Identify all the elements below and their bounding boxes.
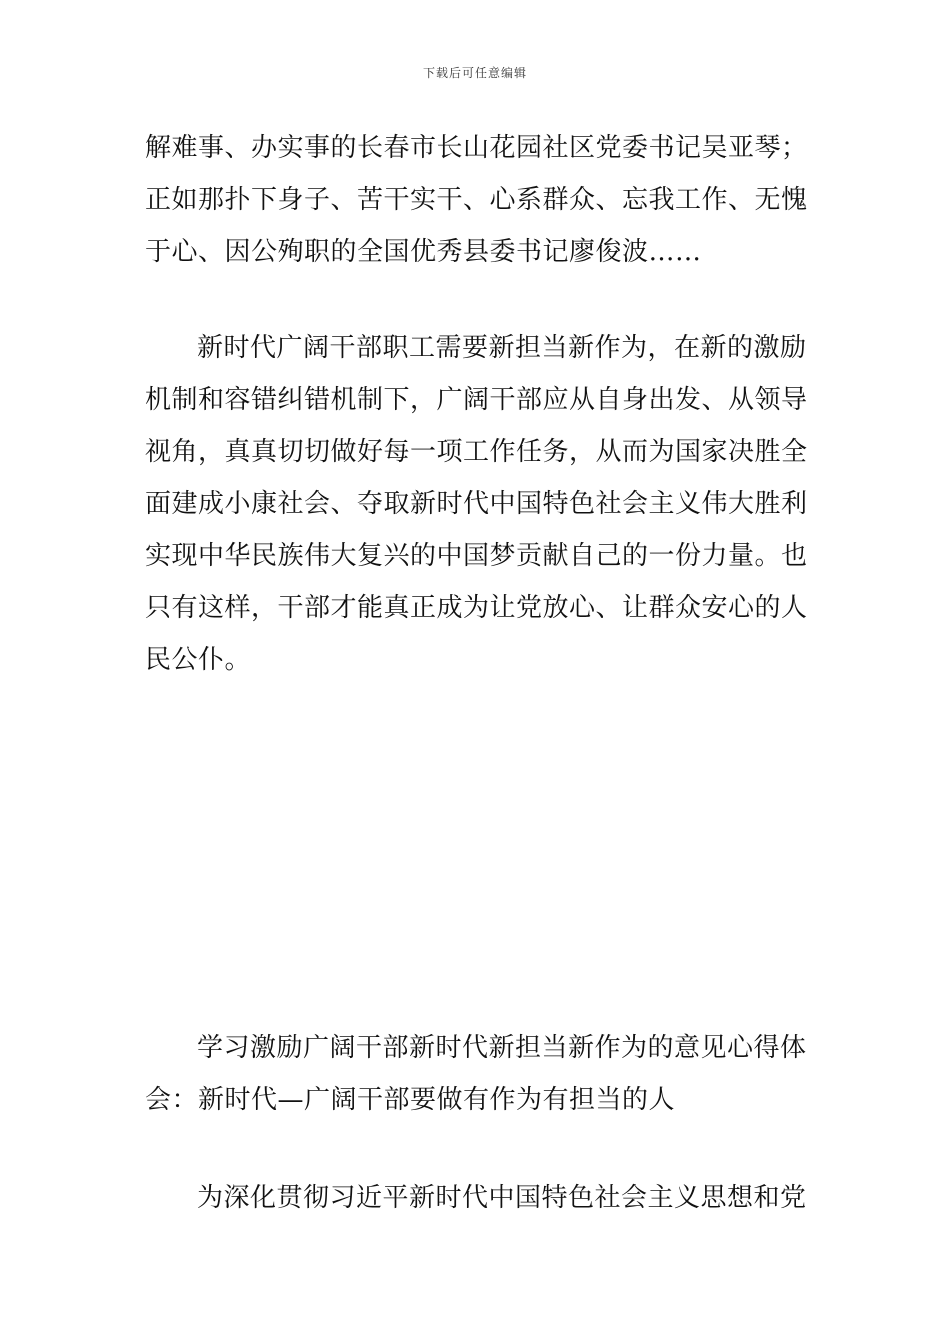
paragraph-line: 解难事、办实事的长春市长山花园社区党委书记吴亚琴；	[145, 133, 808, 163]
heading-line: 会：新时代—广阔干部要做有作为有担当的人	[145, 1085, 676, 1115]
paragraph-line: 民公仆。	[145, 645, 252, 675]
page-header: 下载后可任意编辑	[422, 66, 527, 80]
section-heading	[145, 1022, 810, 1126]
paragraph-line: 机制和容错纠错机制下，广阔干部应从自身出发、从领导	[145, 385, 808, 415]
paragraph-2	[145, 322, 810, 686]
paragraph-3	[145, 1172, 810, 1224]
paragraph-line: 只有这样，干部才能真正成为让党放心、让群众安心的人	[145, 593, 808, 623]
paragraph-line: 正如那扑下身子、苦干实干、心系群众、忘我工作、无愧	[145, 185, 808, 215]
paragraph-line: 为深化贯彻习近平新时代中国特色社会主义思想和党	[197, 1183, 807, 1213]
paragraph-line: 实现中华民族伟大复兴的中国梦贡献自己的一份力量。也	[145, 541, 808, 571]
paragraph-line: 新时代广阔干部职工需要新担当新作为，在新的激励	[197, 333, 807, 363]
paragraph-1	[145, 122, 810, 278]
heading-line: 学习激励广阔干部新时代新担当新作为的意见心得体	[197, 1033, 807, 1063]
paragraph-line: 视角，真真切切做好每一项工作任务，从而为国家决胜全	[145, 437, 808, 467]
paragraph-line: 于心、因公殉职的全国优秀县委书记廖俊波……	[145, 237, 702, 267]
paragraph-line: 面建成小康社会、夺取新时代中国特色社会主义伟大胜利	[145, 489, 808, 519]
